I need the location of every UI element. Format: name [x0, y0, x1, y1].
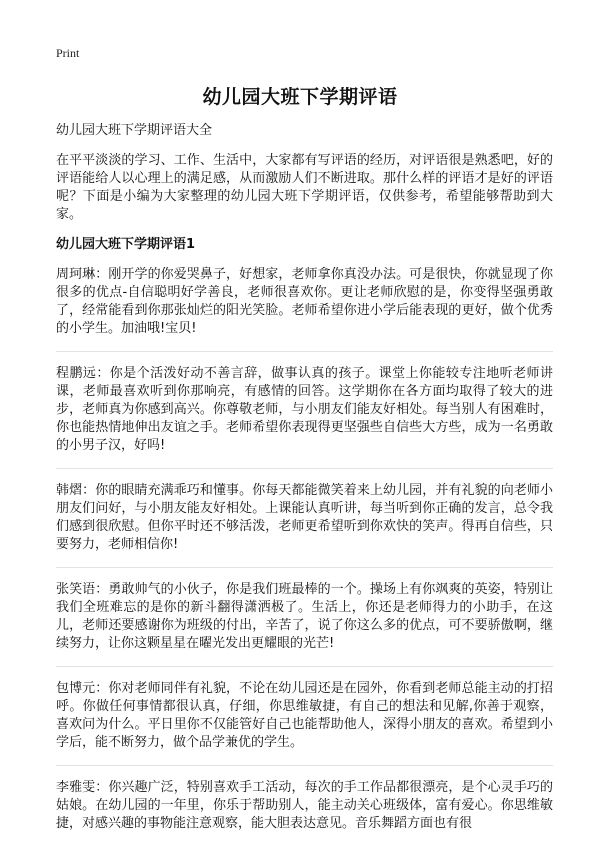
paragraph-divider: [56, 666, 553, 667]
comment-paragraph: 包博元：你对老师同伴有礼貌，不论在幼儿园还是在园外，你看到老师总能主动的打招呼。你做任何事情都很认真，仔细，你思维敏捷，有自己的想法和见解,你善于观察，喜欢问为什么。平日里你不仅能管好自己也能帮助他人，深得小朋友的喜欢。希望到小学后，能不断努力，做个品学兼优的学生。: [56, 681, 553, 750]
comment-paragraph: 周珂琳：刚开学的你爱哭鼻子，好想家，老师拿你真没办法。可是很快，你就显现了你很多的优点-自信聪明好学善良，老师很喜欢你。更让老师欣慰的是，你变得坚强勇敢了，经常能看到你那张灿烂的阳光笑脸。老师希望你进小学后能表现的更好，做个优秀的小学生。加油哦!宝贝!: [56, 267, 553, 336]
comment-paragraph: 李雅雯：你兴趣广泛，特别喜欢手工活动，每次的手工作品都很漂亮，是个心灵手巧的姑娘。在幼儿园的一年里，你乐于帮助别人，能主动关心班级体，富有爱心。你思维敏捷，对感兴趣的事物能注意观察，能大胆表达意见。音乐舞蹈方面也有很: [56, 780, 553, 831]
paragraph-divider: [56, 468, 553, 469]
page-title: 幼儿园大班下学期评语: [202, 86, 398, 108]
comment-paragraph: 程鹏远：你是个活泼好动不善言辞，做事认真的孩子。课堂上你能较专注地听老师讲课，老师最喜欢听到你那响亮，有感情的回答。这学期你在各方面均取得了较大的进步，老师真为你感到高兴。你尊敬老师，与小朋友们能友好相处。每当别人有困难时，你也能热情地伸出友谊之手。老师希望你表现得更坚强些自信些大方些，成为一名勇敢的小男子汉，好吗!: [56, 366, 553, 453]
comment-paragraph: 张笑语：勇敢帅气的小伙子，你是我们班最棒的一个。操场上有你飒爽的英姿，特别让我们全班难忘的是你的新斗翻得潇洒极了。生活上，你还是老师得力的小助手，在这儿，老师还要感谢你为班级的付出，辛苦了，说了你这么多的优点，可不要骄傲啊，继续努力，让你这颗星星在曜光发出更耀眼的光芒!: [56, 582, 553, 651]
document-body: [56, 122, 553, 846]
section-heading: 幼儿园大班下学期评语1: [56, 237, 196, 252]
intro-paragraph: 在平平淡淡的学习、工作、生活中，大家都有写评语的经历，对评语很是熟悉吧，好的评语能给人以心理上的满足感，从而激励人们不断进取。那什么样的评语才是好的评语呢？下面是小编为大家整理的幼儿园大班下学期评语，仅供参考，希望能够帮助到大家。: [56, 153, 553, 222]
document-subtitle: 幼儿园大班下学期评语大全: [56, 123, 213, 138]
comment-paragraph: 韩熠：你的眼睛充满乖巧和懂事。你每天都能微笑着来上幼儿园，并有礼貌的向老师小朋友们问好，与小朋友能友好相处。上课能认真听讲，每当听到你正确的发言，总令我们感到很欣慰。但你平时还不够活泼，老师更希望听到你欢快的笑声。得再自信些，只要努力，老师相信你!: [56, 483, 553, 552]
paragraph-divider: [56, 765, 553, 766]
paragraph-divider: [56, 351, 553, 352]
print-link[interactable]: Print: [56, 46, 80, 60]
paragraph-divider: [56, 567, 553, 568]
